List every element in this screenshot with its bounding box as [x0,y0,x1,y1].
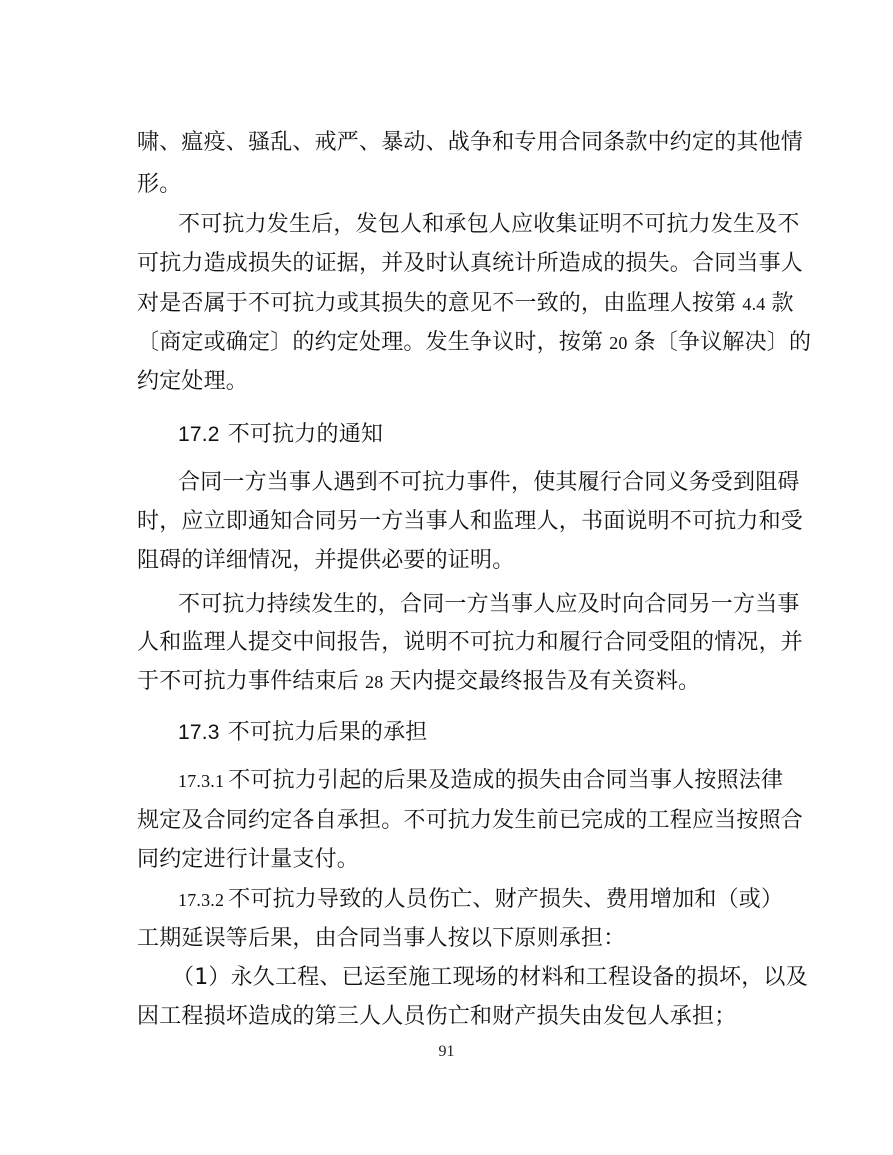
page-number: 91 [438,1043,455,1060]
paragraph-line: 规定及合同约定各自承担。不可抗力发生前已完成的工程应当按照合 [137,808,804,833]
clause-number: 17.3.1 [178,771,225,791]
text-segment: 〔商定或确定〕的约定处理。发生争议时，按第 [137,330,604,355]
paragraph-line: 不可抗力发生后，发包人和承包人应收集证明不可抗力发生及不 [178,212,800,237]
section-number: 17.3 [178,721,220,744]
day-count-number: 28 [365,672,384,692]
section-heading-17-3 [178,718,428,748]
paragraph-line: 可抗力造成损失的证据，并及时认真统计所造成的损失。合同当事人 [137,251,804,276]
paragraph-line: （1）永久工程、已运至施工现场的材料和工程设备的损坏，以及 [172,965,808,990]
text-segment: 于不可抗力事件结束后 [137,669,360,694]
text-segment: 款 [771,291,794,316]
paragraph-line [178,766,783,796]
section-heading-17-2 [178,420,383,450]
paragraph-line: 时，应立即通知合同另一方当事人和监理人，书面说明不可抗力和受 [137,509,804,534]
clause-reference-number: 20 [609,333,628,353]
paragraph-line: 合同一方当事人遇到不可抗力事件，使其履行合同义务受到阻碍 [178,470,800,495]
text-segment: 对是否属于不可抗力或其损失的意见不一致的，由监理人按第 [137,291,737,316]
paragraph-line: 工期延误等后果，由合同当事人按以下原则承担： [137,926,626,951]
text-segment: 天内提交最终报告及有关资料。 [389,669,701,694]
paragraph-line [137,328,811,358]
section-number: 17.2 [178,423,220,446]
paragraph-line [137,289,794,319]
paragraph-line: 同约定进行计量支付。 [137,847,360,872]
paragraph-line: 啸、瘟疫、骚乱、戒严、暴动、战争和专用合同条款中约定的其他情 [137,130,804,155]
text-segment: 不可抗力导致的人员伤亡、财产损失、费用增加和（或） [228,887,784,912]
paragraph-line: 约定处理。 [137,369,249,394]
clause-number: 17.3.2 [178,890,225,910]
clause-reference-number: 4.4 [742,294,766,314]
paragraph-line: 形。 [137,172,182,197]
paragraph-line [178,885,783,915]
paragraph-line: 人和监理人提交中间报告，说明不可抗力和履行合同受阻的情况，并 [137,630,804,655]
paragraph-line [137,667,700,697]
text-segment: 条〔争议解决〕的 [633,330,812,355]
text-segment: 不可抗力引起的后果及造成的损失由合同当事人按照法律 [228,768,784,793]
paragraph-line: 因工程损坏造成的第三人人员伤亡和财产损失由发包人承担； [137,1004,737,1029]
section-title: 不可抗力的通知 [227,422,384,447]
paragraph-line: 阻碍的详细情况，并提供必要的证明。 [137,548,515,573]
paragraph-line: 不可抗力持续发生的，合同一方当事人应及时向合同另一方当事 [178,592,800,617]
section-title: 不可抗力后果的承担 [227,720,428,745]
